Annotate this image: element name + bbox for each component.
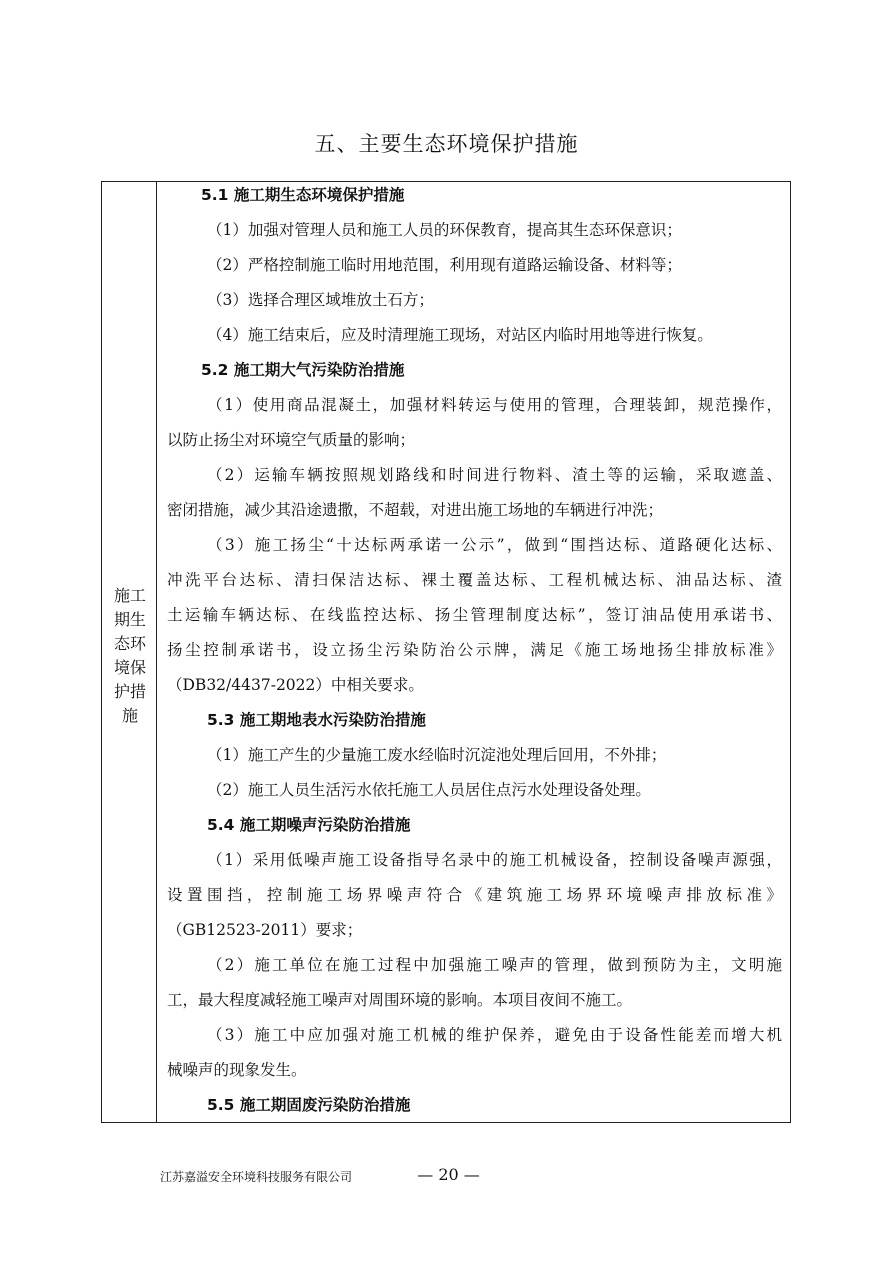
footer-company: 江苏嘉溢安全环境科技服务有限公司 (160, 1170, 353, 1184)
paragraph-line: （3）施工中应加强对施工机械的维护保养，避免由于设备性能差而增大机 (207, 1026, 782, 1044)
paragraph-line: （1）加强对管理人员和施工人员的环保教育，提高其生态环保意识； (207, 221, 682, 239)
paragraph-line: 密闭措施，减少其沿途遗撒，不超载，对进出施工场地的车辆进行冲洗； (167, 501, 664, 519)
section-heading-5-5: 5.5 施工期固废污染防治措施 (207, 1096, 411, 1114)
content-cell (157, 182, 790, 1122)
paragraph-line: （2）严格控制施工临时用地范围，利用现有道路运输设备、材料等； (207, 256, 682, 274)
section-heading-5-1: 5.1 施工期生态环境保护措施 (201, 186, 405, 204)
paragraph-line: （1）使用商品混凝土，加强材料转运与使用的管理，合理装卸，规范操作， (207, 396, 782, 414)
measures-table (101, 181, 791, 1123)
paragraph-line: （3）施工扬尘“十达标两承诺一公示”，做到“围挡达标、道路硬化达标、 (207, 536, 782, 554)
paragraph-line: （4）施工结束后，应及时清理施工现场，对站区内临时用地等进行恢复。 (207, 326, 713, 344)
page-title: 五、主要生态环境保护措施 (314, 132, 579, 156)
paragraph-line: 械噪声的现象发生。 (167, 1061, 307, 1079)
page-number: — 20 — (417, 1165, 480, 1184)
section-heading-5-2: 5.2 施工期大气污染防治措施 (201, 361, 405, 379)
paragraph-line: 土运输车辆达标、在线监控达标、扬尘管理制度达标”，签订油品使用承诺书、 (167, 606, 782, 624)
paragraph-line: （2）运输车辆按照规划路线和时间进行物料、渣土等的运输，采取遮盖、 (207, 466, 782, 484)
paragraph-line: （3）选择合理区域堆放土石方； (207, 291, 434, 309)
paragraph-line: 以防止扬尘对环境空气质量的影响； (167, 431, 416, 449)
paragraph-line: （1）施工产生的少量施工废水经临时沉淀池处理后回用，不外排； (207, 746, 667, 764)
paragraph-line: 设置围挡，控制施工场界噪声符合《建筑施工场界环境噪声排放标准》 (167, 886, 782, 904)
paragraph-line: （2）施工单位在施工过程中加强施工噪声的管理，做到预防为主，文明施 (207, 956, 782, 974)
paragraph-line: （1）采用低噪声施工设备指导名录中的施工机械设备，控制设备噪声源强， (207, 851, 782, 869)
paragraph-line: 工，最大程度减轻施工噪声对周围环境的影响。本项目夜间不施工。 (167, 991, 633, 1009)
section-heading-5-3: 5.3 施工期地表水污染防治措施 (207, 711, 426, 729)
row-label: 施工期生态环境保护措施 (113, 586, 146, 725)
paragraph-line: （DB32/4437-2022）中相关要求。 (167, 676, 424, 694)
paragraph-line: （GB12523-2011）要求； (167, 921, 363, 939)
row-label-cell (102, 182, 157, 1122)
paragraph-line: 冲洗平台达标、清扫保洁达标、裸土覆盖达标、工程机械达标、油品达标、渣 (167, 571, 782, 589)
paragraph-line: 扬尘控制承诺书，设立扬尘污染防治公示牌，满足《施工场地扬尘排放标准》 (167, 641, 782, 659)
paragraph-line: （2）施工人员生活污水依托施工人员居住点污水处理设备处理。 (207, 781, 651, 799)
section-heading-5-4: 5.4 施工期噪声污染防治措施 (207, 816, 411, 834)
